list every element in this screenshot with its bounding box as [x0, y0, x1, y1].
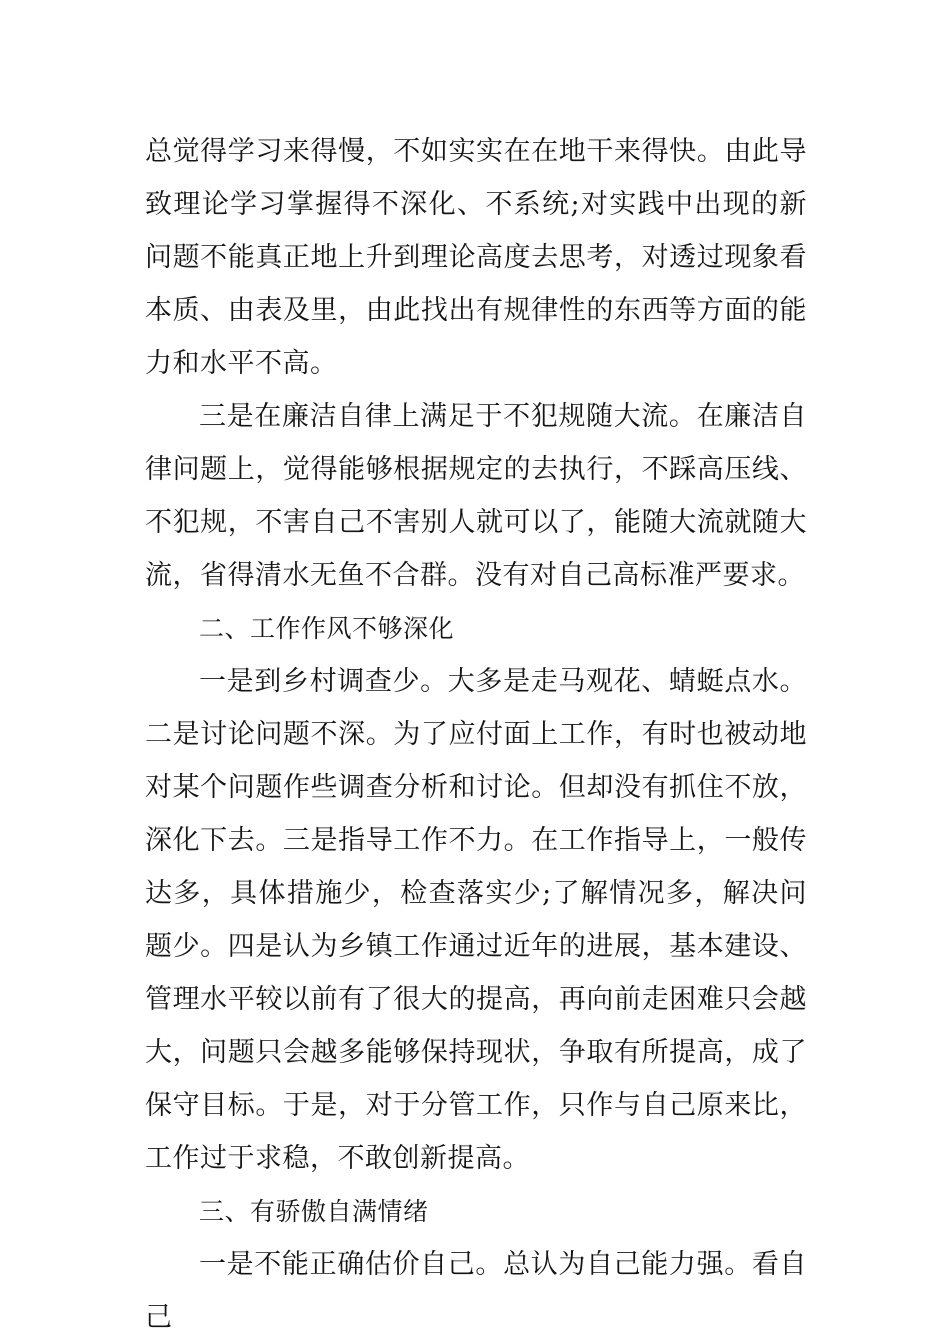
paragraph-continuation: 总觉得学习来得慢，不如实实在在地干来得快。由此导致理论学习掌握得不深化、不系统;对实践中出现的新问题不能真正地上升到理论高度去思考，对透过现象看本质、由表及里，由此找出有规律性的东西等方面的能力和水平不高。 — [145, 136, 807, 379]
paragraph-integrity: 三是在廉洁自律上满足于不犯规随大流。在廉洁自律问题上，觉得能够根据规定的去执行，不踩高压线、不犯规，不害自己不害别人就可以了，能随大流就随大流，省得清水无鱼不合群。没有对自己高标准严要求。 — [145, 401, 807, 591]
document-body — [145, 125, 807, 1344]
section-heading-work-style: 二、工作作风不够深化 — [199, 614, 455, 643]
paragraph-work-style: 一是到乡村调查少。大多是走马观花、蜻蜓点水。二是讨论问题不深。为了应付面上工作，有时也被动地对某个问题作些调查分析和讨论。但却没有抓住不放，深化下去。三是指导工作不力。在工作指导上，一般传达多，具体措施少，检查落实少;了解情况多，解决问题少。四是认为乡镇工作通过近年的进展，基本建设、管理水平较以前有了很大的提高，再向前走困难只会越大，问题只会越多能够保持现状，争取有所提高，成了保守目标。于是，对于分管工作，只作与自己原来比，工作过于求稳，不敢创新提高。 — [145, 666, 807, 1174]
section-heading-complacency: 三、有骄傲自满情绪 — [199, 1197, 429, 1226]
paragraph-complacency: 一是不能正确估价自己。总认为自己能力强。看自己 — [145, 1249, 807, 1333]
